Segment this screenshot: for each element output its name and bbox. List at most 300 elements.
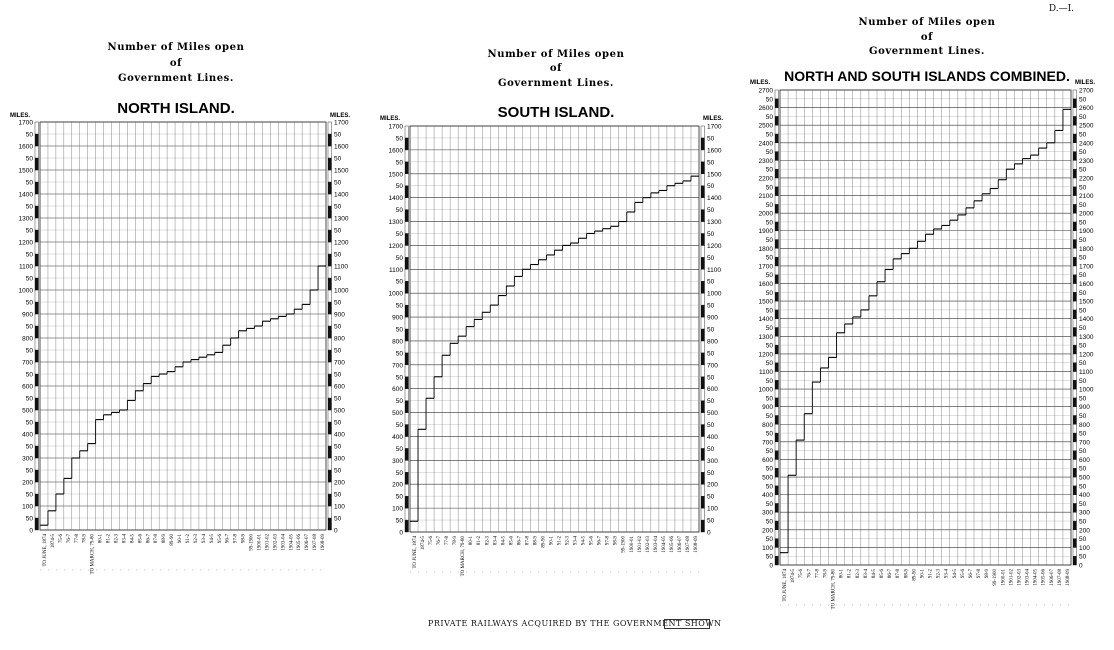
- scale-bar-right-segment: [328, 146, 332, 158]
- x-tick-label: TO MARCH, 79-80: [831, 569, 837, 610]
- y-tick-label-right: 50: [1079, 430, 1087, 438]
- scale-bar-right-segment: [328, 194, 332, 206]
- y-tick-label-left: 700: [762, 439, 773, 447]
- x-tick-label: 1907-08: [685, 536, 691, 553]
- y-tick-label-left: 50: [25, 155, 33, 163]
- x-tick-label: 75-6: [429, 536, 435, 546]
- scale-bar-right-segment: [1073, 433, 1077, 442]
- y-tick-label-right: 1000: [334, 287, 349, 295]
- scale-bar-right-segment: [1073, 380, 1077, 389]
- y-tick-label-left: 50: [765, 518, 773, 526]
- x-tick-label: 89-90: [170, 534, 176, 546]
- scale-bar-left-segment: [405, 162, 409, 174]
- scale-bar-left-segment: [775, 512, 779, 521]
- scale-bar-right-segment: [328, 446, 332, 458]
- y-tick-label-right: 600: [707, 386, 718, 394]
- y-tick-label-right: 1500: [334, 167, 349, 175]
- y-tick-label-left: 800: [22, 335, 33, 343]
- y-tick-label-right: 300: [1079, 509, 1090, 517]
- y-tick-label-left: 50: [765, 553, 773, 561]
- scale-bar-left-segment: [35, 326, 39, 338]
- y-tick-label-right: 50: [1079, 325, 1087, 332]
- scale-bar-right-segment: [1073, 451, 1077, 460]
- y-tick-label-right: 100: [334, 503, 345, 511]
- x-tick-label: 90-1: [920, 569, 926, 579]
- scale-bar-left-segment: [775, 292, 779, 301]
- scale-bar-right-segment: [328, 326, 332, 338]
- x-tick-label: 93-4: [573, 536, 579, 546]
- scale-bar-right-segment: [1073, 328, 1077, 337]
- y-tick-label-left: 50: [765, 289, 773, 297]
- y-tick-label-right: 50: [334, 251, 342, 259]
- y-tick-label-right: 50: [707, 302, 715, 310]
- y-tick-label-right: 1600: [707, 147, 722, 155]
- scale-bar-right-segment: [1073, 301, 1077, 310]
- y-tick-label-left: 50: [765, 412, 773, 420]
- x-tick-label: 88-9: [533, 536, 539, 546]
- scale-bar-left-segment: [35, 506, 39, 518]
- y-tick-label-left: 50: [395, 254, 403, 262]
- scale-bar-left-segment: [405, 210, 409, 222]
- scale-bar-right-segment: [701, 460, 705, 472]
- scale-bar-left-segment: [405, 460, 409, 472]
- y-tick-label-left: 900: [22, 311, 33, 319]
- scale-bar-right-segment: [701, 508, 705, 520]
- scale-bar-left-segment: [775, 143, 779, 152]
- axis-label-right: MILES.: [1075, 80, 1096, 86]
- chart-heading-line: Number of Miles open: [107, 42, 245, 53]
- y-tick-label-left: 1400: [388, 195, 403, 203]
- x-tick-label: 83-4: [493, 536, 499, 546]
- y-tick-label-left: 700: [392, 362, 403, 370]
- y-tick-label-right: 50: [707, 230, 715, 238]
- scale-bar-left-segment: [35, 518, 39, 530]
- scale-bar-left-segment: [405, 186, 409, 198]
- y-tick-label-right: 50: [334, 395, 342, 403]
- y-tick-label-left: 50: [765, 483, 773, 491]
- scale-bar-left-segment: [775, 415, 779, 424]
- scale-bar-left-segment: [775, 231, 779, 240]
- y-tick-label-right: 1700: [1079, 263, 1094, 271]
- y-tick-label-left: 500: [762, 474, 773, 482]
- scale-bar-right-segment: [328, 338, 332, 350]
- x-tick-label: 76-7: [807, 569, 813, 579]
- scale-bar-right-segment: [328, 314, 332, 326]
- x-tick-label: 91-2: [928, 569, 934, 579]
- y-tick-label-left: 1100: [389, 266, 403, 274]
- scale-bar-right-segment: [1073, 336, 1077, 345]
- scale-bar-left-segment: [775, 468, 779, 477]
- axis-label-left: MILES.: [380, 116, 401, 122]
- y-tick-label-left: 50: [765, 96, 773, 104]
- scale-bar-left-segment: [405, 222, 409, 234]
- scale-bar-left-segment: [35, 362, 39, 374]
- scale-bar-right-segment: [701, 496, 705, 508]
- scale-bar-left-segment: [775, 178, 779, 187]
- y-tick-label-left: 300: [762, 509, 773, 517]
- y-tick-label-right: 1100: [1079, 368, 1093, 376]
- y-tick-label-right: 800: [334, 335, 345, 343]
- x-tick-label: 84-5: [130, 534, 136, 544]
- x-tick-label: 80-1: [98, 534, 104, 544]
- x-tick-label: 78-9: [823, 569, 829, 579]
- y-tick-label-right: 50: [334, 155, 342, 163]
- y-tick-label-right: 1500: [707, 171, 722, 179]
- y-tick-label-right: 50: [1079, 377, 1087, 385]
- scale-bar-right-segment: [328, 122, 332, 134]
- y-tick-label-left: 50: [395, 445, 403, 453]
- scale-bar-left-segment: [775, 433, 779, 442]
- scale-bar-right-segment: [1073, 477, 1077, 486]
- y-tick-label-left: 1600: [388, 147, 403, 155]
- x-tick-label: 97-8: [977, 569, 983, 579]
- y-tick-label-left: 2000: [758, 210, 773, 218]
- y-tick-label-right: 1900: [1079, 228, 1094, 236]
- y-tick-label-left: 1100: [19, 263, 33, 271]
- scale-bar-right-segment: [1073, 143, 1077, 152]
- scale-bar-right-segment: [328, 182, 332, 194]
- y-tick-label-right: 50: [1079, 131, 1087, 139]
- scale-bar-left-segment: [405, 365, 409, 377]
- y-tick-label-right: 50: [707, 374, 715, 382]
- axis-label-left: MILES.: [750, 80, 771, 86]
- scale-bar-left-segment: [405, 520, 409, 532]
- x-tick-label: 98-9: [985, 569, 991, 579]
- scale-bar-right-segment: [1073, 284, 1077, 293]
- chart-heading-line: Number of Miles open: [487, 49, 625, 60]
- scale-bar-right-segment: [1073, 257, 1077, 266]
- y-tick-label-left: 200: [22, 479, 33, 487]
- y-tick-label-left: 1400: [18, 191, 33, 199]
- y-tick-label-left: 50: [765, 448, 773, 456]
- scale-bar-right-segment: [1073, 371, 1077, 380]
- x-tick-label: 82-3: [855, 569, 861, 579]
- y-tick-label-right: 50: [334, 275, 342, 283]
- y-tick-label-right: 50: [1079, 448, 1087, 456]
- y-tick-label-right: 400: [707, 433, 718, 441]
- scale-bar-right-segment: [328, 134, 332, 146]
- x-tick-label: 93-4: [944, 569, 950, 579]
- y-tick-label-right: 50: [707, 422, 715, 430]
- x-tick-label: 86-7: [517, 536, 523, 546]
- scale-bar-right-segment: [1073, 152, 1077, 161]
- y-tick-label-left: 50: [765, 237, 773, 245]
- scale-bar-right-segment: [1073, 231, 1077, 240]
- y-tick-label-left: 50: [25, 227, 33, 235]
- y-tick-label-left: 500: [22, 407, 33, 415]
- scale-bar-right-segment: [701, 341, 705, 353]
- scale-bar-left-segment: [35, 314, 39, 326]
- y-tick-label-left: 0: [399, 529, 403, 537]
- scale-bar-left-segment: [35, 434, 39, 446]
- scale-bar-right-segment: [1073, 222, 1077, 231]
- scale-bar-right-segment: [1073, 125, 1077, 134]
- scale-bar-right-segment: [701, 436, 705, 448]
- y-tick-label-right: 500: [707, 410, 718, 418]
- y-tick-label-left: 1300: [758, 333, 773, 341]
- y-tick-label-left: 700: [22, 359, 33, 367]
- x-tick-label: 1904-05: [1033, 569, 1039, 586]
- x-tick-label: 84-5: [871, 569, 877, 579]
- scale-bar-left-segment: [775, 328, 779, 337]
- scale-bar-left-segment: [775, 301, 779, 310]
- scale-bar-right-segment: [1073, 389, 1077, 398]
- scale-bar-left-segment: [775, 257, 779, 266]
- scale-bar-left-segment: [35, 386, 39, 398]
- y-tick-label-right: 1200: [334, 239, 349, 247]
- scale-bar-right-segment: [1073, 424, 1077, 433]
- y-tick-label-left: 50: [25, 347, 33, 355]
- x-tick-label: 1874-5: [791, 569, 797, 584]
- y-tick-label-left: 50: [25, 395, 33, 403]
- y-tick-label-left: 1800: [758, 245, 773, 253]
- x-tick-label: 1903-04: [1025, 569, 1031, 586]
- y-tick-label-right: 50: [1079, 166, 1087, 174]
- scale-bar-left-segment: [775, 380, 779, 389]
- y-tick-label-left: 100: [392, 505, 403, 513]
- scale-bar-right-segment: [701, 257, 705, 269]
- x-tick-label: 90-1: [178, 534, 184, 544]
- x-tick-label: 87-8: [154, 534, 160, 544]
- scale-bar-right-segment: [328, 482, 332, 494]
- y-tick-label-left: 400: [392, 433, 403, 441]
- scale-bar-left-segment: [405, 198, 409, 210]
- x-tick-label: 86-7: [888, 569, 894, 579]
- scale-bar-right-segment: [328, 458, 332, 470]
- scale-bar-left-segment: [35, 158, 39, 170]
- y-tick-label-left: 50: [25, 371, 33, 379]
- y-tick-label-left: 50: [395, 135, 403, 143]
- x-tick-label: 92-3: [936, 569, 942, 579]
- scale-bar-right-segment: [1073, 134, 1077, 143]
- y-tick-label-right: 50: [334, 179, 342, 187]
- x-tick-label: 88-9: [162, 534, 168, 544]
- x-tick-label: 81-2: [847, 569, 853, 579]
- scale-bar-left-segment: [405, 329, 409, 341]
- footnote-private-railways: PRIVATE RAILWAYS ACQUIRED BY THE GOVERNMENT SHOWN: [428, 619, 722, 628]
- scale-bar-left-segment: [35, 134, 39, 146]
- y-tick-label-right: 200: [1079, 527, 1090, 535]
- y-tick-label-right: 1600: [1079, 281, 1094, 289]
- y-tick-label-left: 900: [392, 314, 403, 322]
- scale-bar-left-segment: [405, 150, 409, 162]
- y-tick-label-right: 1400: [1079, 316, 1094, 324]
- x-tick-label: 87-8: [525, 536, 531, 546]
- x-tick-label: 77-8: [74, 534, 80, 544]
- y-tick-label-left: 50: [765, 377, 773, 385]
- y-tick-label-right: 2000: [1079, 210, 1094, 218]
- y-tick-label-right: 50: [1079, 465, 1087, 473]
- y-tick-label-right: 500: [334, 407, 345, 415]
- y-tick-label-right: 2600: [1079, 105, 1094, 113]
- y-tick-label-left: 200: [762, 527, 773, 535]
- scale-bar-right-segment: [701, 329, 705, 341]
- scale-bar-left-segment: [405, 401, 409, 413]
- y-tick-label-left: 50: [25, 515, 33, 523]
- x-tick-label: 97-8: [605, 536, 611, 546]
- scale-bar-left-segment: [405, 389, 409, 401]
- y-tick-label-right: 50: [707, 159, 715, 167]
- scale-bar-left-segment: [775, 240, 779, 249]
- y-tick-label-left: 1200: [758, 351, 773, 359]
- y-tick-label-left: 400: [762, 492, 773, 500]
- x-tick-label: 1901-02: [637, 536, 643, 553]
- scale-bar-right-segment: [701, 198, 705, 210]
- y-tick-label-right: 2400: [1079, 140, 1094, 148]
- x-tick-label: 1906-07: [1049, 569, 1055, 586]
- axis-label-right: MILES.: [330, 113, 351, 119]
- scale-bar-right-segment: [1073, 407, 1077, 416]
- scale-bar-left-segment: [35, 266, 39, 278]
- y-tick-label-right: 50: [1079, 483, 1087, 491]
- scale-bar-right-segment: [1073, 354, 1077, 363]
- chart-title: SOUTH ISLAND.: [497, 104, 615, 121]
- y-tick-label-right: 900: [1079, 404, 1090, 412]
- y-tick-label-left: 50: [765, 201, 773, 209]
- y-tick-label-left: 50: [25, 443, 33, 451]
- y-tick-label-right: 600: [334, 383, 345, 391]
- chart-heading-line: Government Lines.: [497, 78, 615, 89]
- x-tick-label: 1903-04: [653, 536, 659, 553]
- x-tick-label: 86-7: [146, 534, 152, 544]
- y-tick-label-left: 2200: [758, 175, 773, 183]
- scale-bar-right-segment: [328, 422, 332, 434]
- y-tick-label-left: 100: [22, 503, 33, 511]
- y-tick-label-left: 1900: [758, 228, 773, 236]
- chart-heading-line: Number of Miles open: [858, 17, 996, 28]
- y-tick-label-right: 50: [1079, 219, 1087, 227]
- y-tick-label-left: 1600: [18, 143, 33, 151]
- scale-bar-right-segment: [1073, 503, 1077, 512]
- y-tick-label-left: 900: [762, 404, 773, 412]
- x-tick-label: 1905-06: [669, 536, 675, 553]
- x-tick-label: 1903-04: [281, 534, 287, 551]
- scale-bar-right-segment: [1073, 292, 1077, 301]
- y-tick-label-left: 50: [395, 350, 403, 358]
- y-tick-label-right: 50: [1079, 149, 1087, 157]
- scale-bar-right-segment: [328, 230, 332, 242]
- x-tick-label: 1900-01: [629, 536, 635, 553]
- y-tick-label-right: 1600: [334, 143, 349, 151]
- y-tick-label-right: 1000: [707, 290, 722, 298]
- x-tick-label: 1874-5: [421, 536, 427, 551]
- scale-bar-left-segment: [405, 377, 409, 389]
- scale-bar-right-segment: [1073, 539, 1077, 548]
- y-tick-label-left: 500: [392, 410, 403, 418]
- y-tick-label-left: 400: [22, 431, 33, 439]
- scale-bar-left-segment: [405, 257, 409, 269]
- scale-bar-left-segment: [405, 126, 409, 138]
- scale-bar-left-segment: [775, 556, 779, 565]
- x-tick-label: 1901-02: [1009, 569, 1015, 586]
- scale-bar-left-segment: [35, 218, 39, 230]
- scale-bar-right-segment: [1073, 521, 1077, 530]
- x-tick-label: 77-8: [815, 569, 821, 579]
- scale-bar-right-segment: [1073, 530, 1077, 539]
- y-tick-label-left: 1700: [18, 119, 33, 127]
- scale-bar-right-segment: [328, 254, 332, 266]
- x-tick-label: 1906-07: [305, 534, 311, 551]
- x-tick-label: 81-2: [477, 536, 483, 546]
- y-tick-label-right: 50: [1079, 342, 1087, 350]
- y-tick-label-left: 2400: [758, 140, 773, 148]
- scale-bar-left-segment: [775, 407, 779, 416]
- scale-bar-left-segment: [775, 424, 779, 433]
- y-tick-label-left: 50: [395, 230, 403, 238]
- y-tick-label-right: 900: [334, 311, 345, 319]
- y-tick-label-right: 50: [334, 227, 342, 235]
- y-tick-label-right: 2100: [1079, 193, 1094, 201]
- x-tick-label: 1905-06: [297, 534, 303, 551]
- x-tick-label: 1900-01: [257, 534, 263, 551]
- scale-bar-right-segment: [328, 302, 332, 314]
- y-tick-label-left: 50: [395, 469, 403, 477]
- scale-bar-left-segment: [775, 363, 779, 372]
- x-tick-label: 89-90: [912, 569, 918, 581]
- x-tick-label: 80-1: [469, 536, 475, 546]
- scale-bar-right-segment: [701, 425, 705, 437]
- scale-bar-left-segment: [405, 353, 409, 365]
- x-tick-label: 83-4: [122, 534, 128, 544]
- x-tick-label: 96-7: [968, 569, 974, 579]
- scale-bar-right-segment: [1073, 213, 1077, 222]
- scale-bar-right-segment: [1073, 345, 1077, 354]
- x-tick-label: TO JUNE, 1874: [783, 569, 789, 602]
- x-tick-label: 1901-02: [265, 534, 271, 551]
- scale-bar-right-segment: [1073, 90, 1077, 99]
- scale-bar-left-segment: [775, 336, 779, 345]
- scale-bar-left-segment: [775, 134, 779, 143]
- y-tick-label-right: 1000: [1079, 386, 1094, 394]
- scale-bar-right-segment: [701, 126, 705, 138]
- x-tick-label: 93-4: [201, 534, 207, 544]
- scale-bar-right-segment: [328, 506, 332, 518]
- y-tick-label-right: 1300: [707, 219, 722, 227]
- scale-bar-left-segment: [35, 338, 39, 350]
- scale-bar-left-segment: [775, 477, 779, 486]
- y-tick-label-left: 50: [395, 159, 403, 167]
- y-tick-label-left: 50: [765, 219, 773, 227]
- scale-bar-right-segment: [1073, 310, 1077, 319]
- x-tick-label: 95-6: [589, 536, 595, 546]
- scale-bar-left-segment: [35, 374, 39, 386]
- scale-bar-left-segment: [775, 108, 779, 117]
- x-tick-label: 75-6: [58, 534, 64, 544]
- y-tick-label-right: 2700: [1079, 87, 1094, 95]
- scale-bar-right-segment: [701, 186, 705, 198]
- x-tick-label: 1905-06: [1041, 569, 1047, 586]
- y-tick-label-right: 50: [1079, 201, 1087, 209]
- y-tick-label-right: 50: [707, 326, 715, 334]
- y-tick-label-right: 50: [334, 491, 342, 499]
- y-tick-label-left: 50: [395, 517, 403, 525]
- x-tick-label: 87-8: [896, 569, 902, 579]
- y-tick-label-left: 1500: [388, 171, 403, 179]
- scale-bar-right-segment: [328, 494, 332, 506]
- y-tick-label-right: 50: [707, 445, 715, 453]
- scale-bar-right-segment: [1073, 442, 1077, 451]
- scale-bar-left-segment: [405, 269, 409, 281]
- x-tick-label: 1906-07: [677, 536, 683, 553]
- y-tick-label-left: 1700: [758, 263, 773, 271]
- x-tick-label: 81-2: [106, 534, 112, 544]
- scale-bar-right-segment: [701, 353, 705, 365]
- y-tick-label-left: 50: [25, 323, 33, 331]
- scale-bar-right-segment: [701, 305, 705, 317]
- scale-bar-right-segment: [1073, 468, 1077, 477]
- scale-bar-left-segment: [775, 275, 779, 284]
- x-tick-label: 1908-09: [693, 536, 699, 553]
